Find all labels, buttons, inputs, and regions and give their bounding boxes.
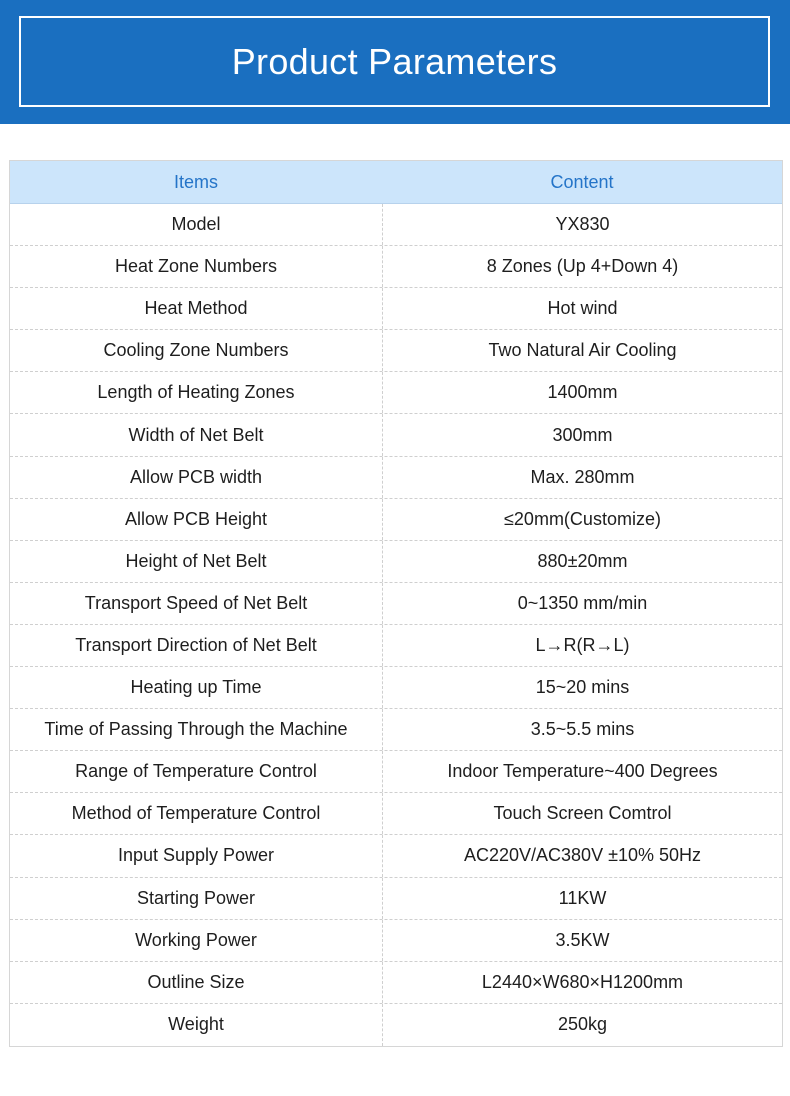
item-value: 300mm bbox=[382, 414, 782, 455]
item-label: Length of Heating Zones bbox=[97, 382, 295, 403]
header-content: Content bbox=[550, 171, 614, 192]
item-label: Heating up Time bbox=[130, 677, 262, 698]
table-row bbox=[10, 751, 782, 793]
table-row bbox=[10, 625, 782, 667]
item-value: 0~1350 mm/min bbox=[382, 583, 782, 624]
item-value: 11KW bbox=[382, 878, 782, 919]
item-value: Two Natural Air Cooling bbox=[382, 330, 782, 371]
item-label: Transport Direction of Net Belt bbox=[75, 634, 317, 655]
item-value: AC220V/AC380V ±10% 50Hz bbox=[382, 835, 782, 876]
item-value: L→R(R→L) bbox=[382, 625, 782, 666]
item-value: 1400mm bbox=[382, 372, 782, 413]
item-label: Method of Temperature Control bbox=[71, 803, 321, 824]
item-value: 3.5~5.5 mins bbox=[382, 709, 782, 750]
item-value: 15~20 mins bbox=[382, 667, 782, 708]
item-label: Heat Method bbox=[144, 298, 248, 319]
item-value: ≤20mm(Customize) bbox=[382, 499, 782, 540]
item-label: Heat Zone Numbers bbox=[114, 256, 278, 277]
item-value: Indoor Temperature~400 Degrees bbox=[382, 751, 782, 792]
item-value: 250kg bbox=[382, 1004, 782, 1046]
item-value: Touch Screen Comtrol bbox=[382, 793, 782, 834]
item-label: Weight bbox=[168, 1014, 224, 1035]
item-label: Width of Net Belt bbox=[128, 424, 264, 445]
item-label: Allow PCB Height bbox=[124, 508, 268, 529]
item-value: 8 Zones (Up 4+Down 4) bbox=[382, 246, 782, 287]
item-label: Allow PCB width bbox=[129, 466, 263, 487]
table-row bbox=[10, 962, 782, 1004]
table-row bbox=[10, 835, 782, 877]
table-row bbox=[10, 246, 782, 288]
table-row bbox=[10, 920, 782, 962]
item-label: Transport Speed of Net Belt bbox=[84, 592, 308, 613]
banner-frame bbox=[19, 16, 770, 107]
item-label: Outline Size bbox=[147, 971, 245, 992]
table-row bbox=[10, 1004, 782, 1046]
item-label: Working Power bbox=[135, 929, 257, 950]
table-row bbox=[10, 878, 782, 920]
table-body bbox=[10, 204, 782, 1046]
item-label: Input Supply Power bbox=[117, 845, 275, 866]
item-value: Max. 280mm bbox=[382, 457, 782, 498]
item-value: 3.5KW bbox=[382, 920, 782, 961]
page-title: Product Parameters bbox=[231, 40, 558, 82]
header-banner bbox=[0, 0, 790, 124]
table-row bbox=[10, 541, 782, 583]
table-row bbox=[10, 457, 782, 499]
table-row bbox=[10, 330, 782, 372]
item-label: Height of Net Belt bbox=[125, 550, 267, 571]
table-row bbox=[10, 793, 782, 835]
item-value: YX830 bbox=[382, 204, 782, 245]
parameters-table bbox=[9, 160, 783, 1047]
item-label: Starting Power bbox=[136, 887, 256, 908]
table-row bbox=[10, 372, 782, 414]
table-row bbox=[10, 204, 782, 246]
item-value: 880±20mm bbox=[382, 541, 782, 582]
item-value: Hot wind bbox=[382, 288, 782, 329]
table-row bbox=[10, 499, 782, 541]
item-value: L2440×W680×H1200mm bbox=[382, 962, 782, 1003]
item-label: Cooling Zone Numbers bbox=[103, 340, 289, 361]
header-items: Items bbox=[173, 171, 218, 192]
item-label: Model bbox=[171, 214, 221, 235]
table-row bbox=[10, 288, 782, 330]
table-row bbox=[10, 414, 782, 456]
item-label: Time of Passing Through the Machine bbox=[44, 719, 348, 740]
item-label: Range of Temperature Control bbox=[75, 761, 317, 782]
table-row bbox=[10, 709, 782, 751]
table-row bbox=[10, 583, 782, 625]
table-row bbox=[10, 667, 782, 709]
table-header bbox=[10, 161, 782, 204]
